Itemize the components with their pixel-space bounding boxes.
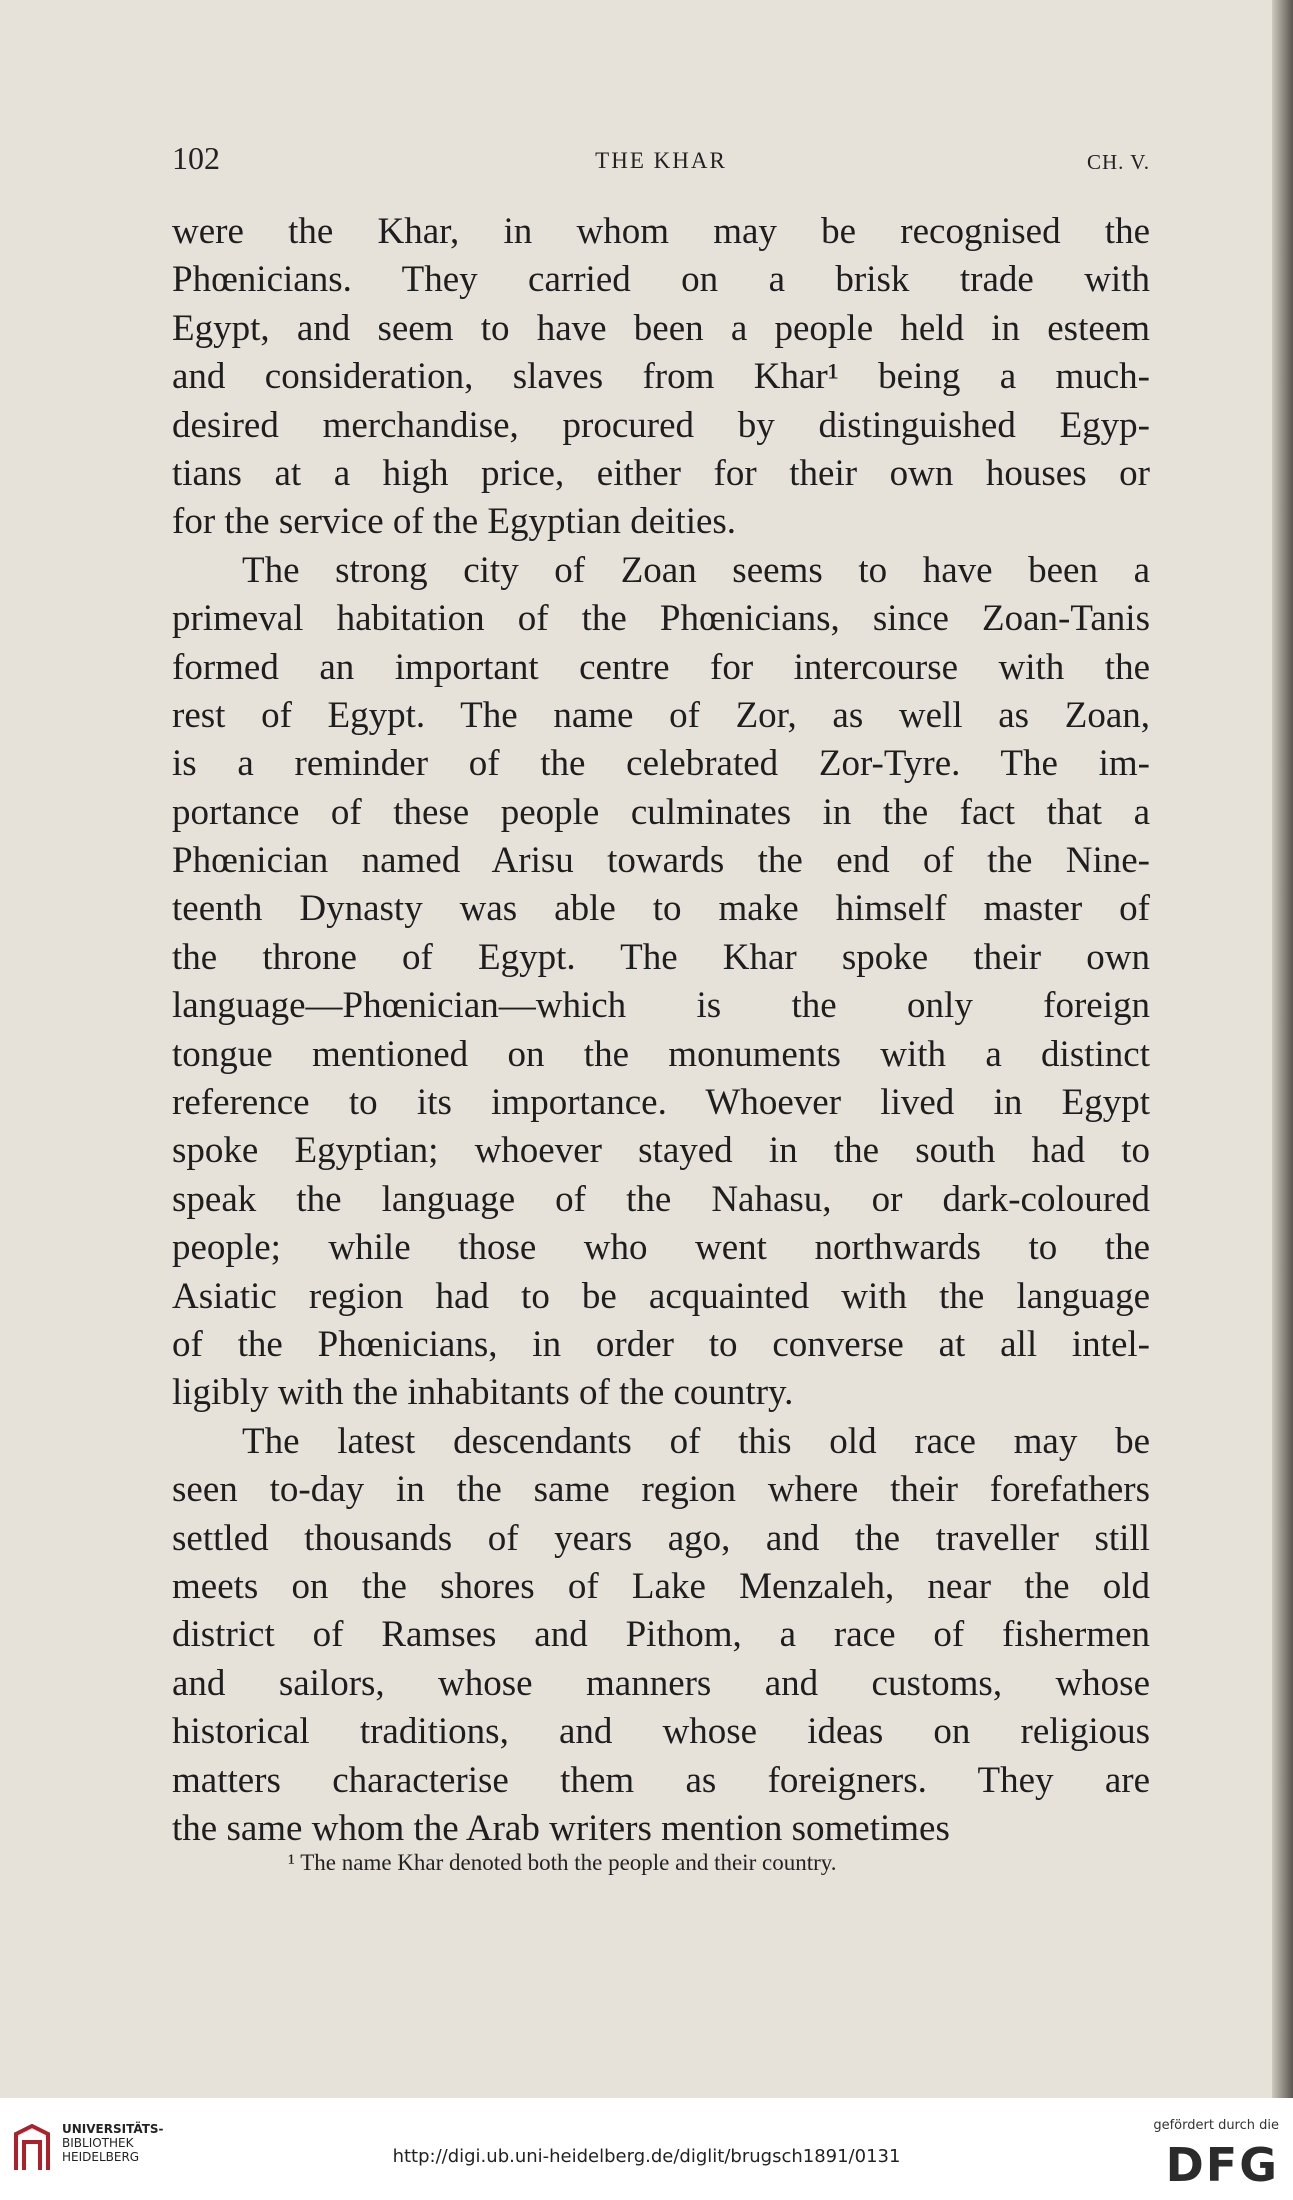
funding-caption: gefördert durch die [1153, 2118, 1279, 2133]
page-edge [1272, 0, 1293, 2098]
text-line: settled thousands of years ago, and the traveller still [172, 1517, 1150, 1559]
text-line: Phœnicians. They carried on a brisk trade with [172, 259, 1150, 301]
text-line: tongue mentioned on the monuments with a distinct [172, 1033, 1150, 1075]
text-line: primeval habitation of the Phœnicians, since Zoan-Tanis [172, 598, 1150, 640]
text-line: Asiatic region had to be acquainted with the language [172, 1275, 1150, 1317]
footnote: ¹ The name Khar denoted both the people and their country. [288, 1850, 837, 1875]
running-title: THE KHAR [595, 148, 727, 173]
dfg-logo: DFG [1165, 2138, 1279, 2192]
text-line: desired merchandise, procured by distinguished Egyp- [172, 404, 1150, 446]
body-text [172, 208, 1150, 1853]
library-name-line-2: BIBLIOTHEK [62, 2136, 134, 2150]
text-line: The strong city of Zoan seems to have been a [242, 549, 1150, 591]
text-line: portance of these people culminates in the fact that a [172, 791, 1150, 833]
text-line: Phœnician named Arisu towards the end of the Nine- [172, 840, 1150, 882]
text-line: tians at a high price, either for their own houses or [172, 452, 1150, 494]
text-line: people; while those who went northwards to the [172, 1227, 1150, 1269]
text-line: the same whom the Arab writers mention sometimes [172, 1807, 950, 1849]
text-line: reference to its importance. Whoever lived in Egypt [172, 1082, 1150, 1124]
text-line: for the service of the Egyptian deities. [172, 501, 737, 543]
text-line: seen to-day in the same region where their forefathers [172, 1469, 1150, 1511]
library-name-line-1: UNIVERSITÄTS- [62, 2122, 164, 2136]
text-line: formed an important centre for intercourse with the [172, 646, 1150, 688]
text-line: were the Khar, in whom may be recognised the [172, 211, 1150, 252]
text-line: and consideration, slaves from Khar¹ being a much- [172, 356, 1150, 398]
library-name-line-3: HEIDELBERG [62, 2150, 140, 2164]
page-header [172, 140, 1150, 180]
text-line: and sailors, whose manners and customs, whose [172, 1662, 1150, 1704]
text-line: ligibly with the inhabitants of the country. [172, 1372, 794, 1414]
text-line: speak the language of the Nahasu, or dark-coloured [172, 1178, 1150, 1220]
text-line: meets on the shores of Lake Menzaleh, near the old [172, 1565, 1150, 1607]
text-line: The latest descendants of this old race may be [242, 1420, 1150, 1462]
text-line: teenth Dynasty was able to make himself master of [172, 888, 1150, 930]
viewer-footer [0, 2098, 1293, 2200]
permalink-url[interactable]: http://digi.ub.uni-heidelberg.de/diglit/brugsch1891/0131 [392, 2146, 901, 2167]
text-line: spoke Egyptian; whoever stayed in the south had to [172, 1130, 1150, 1172]
text-line: Egypt, and seem to have been a people held in esteem [172, 307, 1150, 349]
text-line: rest of Egypt. The name of Zor, as well as Zoan, [172, 694, 1150, 736]
text-line: language—Phœnician—which is the only foreign [172, 985, 1150, 1027]
text-line: is a reminder of the celebrated Zor-Tyre. The im- [172, 743, 1150, 785]
text-line: district of Ramses and Pithom, a race of fishermen [172, 1614, 1150, 1656]
page-number: 102 [172, 140, 220, 176]
text-line: matters characterise them as foreigners. They are [172, 1759, 1150, 1801]
text-line: historical traditions, and whose ideas on religious [172, 1711, 1150, 1753]
text-line: of the Phœnicians, in order to converse at all intel- [172, 1323, 1150, 1365]
chapter-label: CH. V. [1086, 150, 1150, 174]
text-line: the throne of Egypt. The Khar spoke their own [172, 936, 1150, 978]
